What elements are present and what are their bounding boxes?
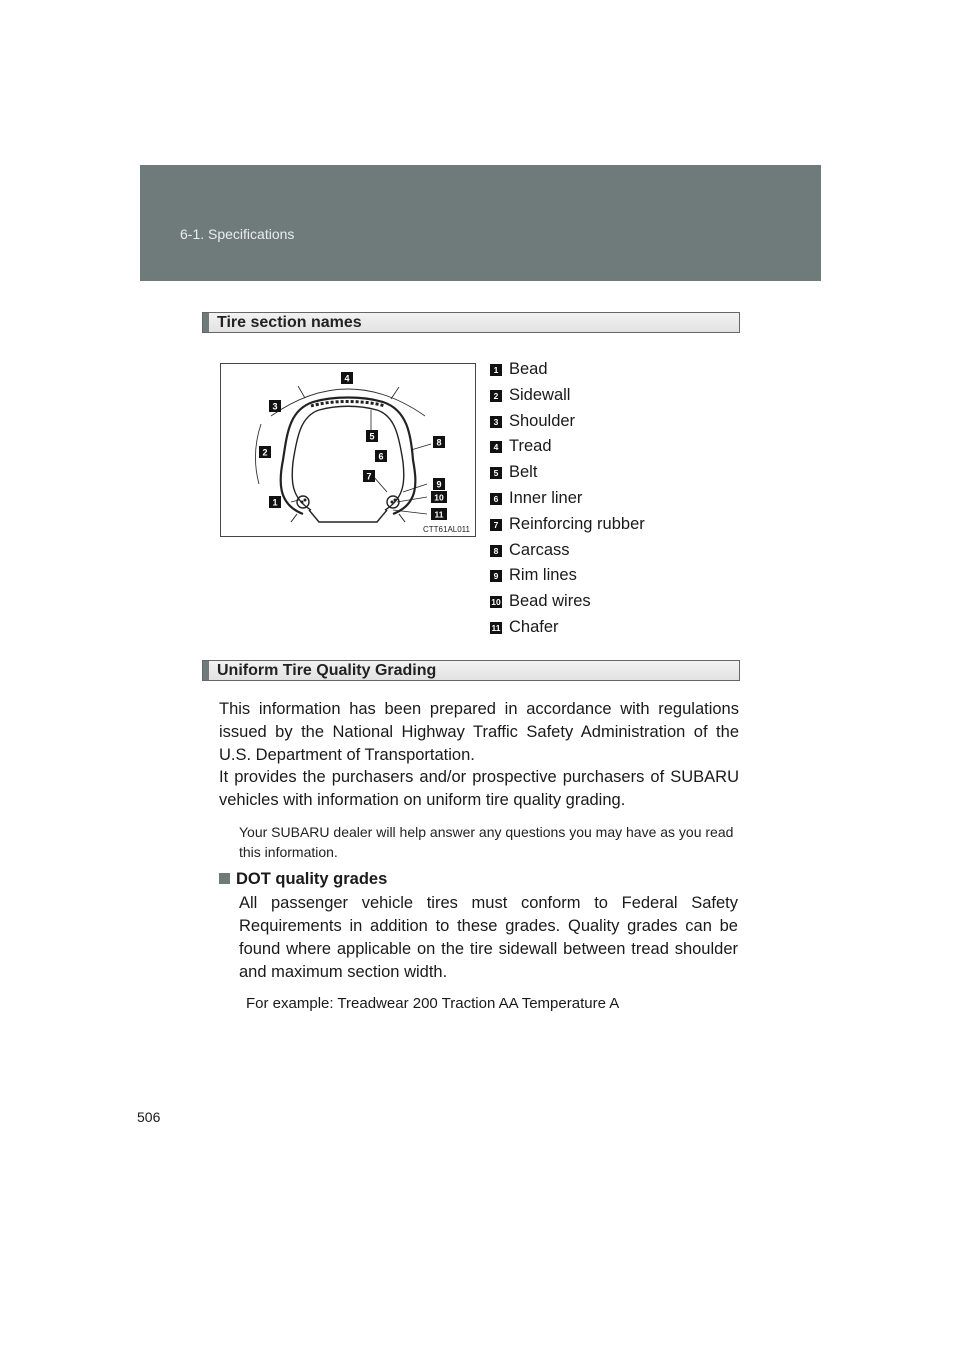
- legend-item: [490, 410, 730, 436]
- number-badge-icon: 3: [490, 416, 502, 428]
- square-bullet-icon: [219, 873, 230, 884]
- svg-text:10: 10: [434, 492, 444, 503]
- legend-item: [490, 590, 730, 616]
- number-badge-icon: 6: [490, 493, 502, 505]
- section-title: Tire section names: [217, 314, 362, 331]
- legend-item: [490, 435, 730, 461]
- legend-label: Carcass: [509, 540, 570, 559]
- number-badge-icon: 10: [491, 597, 501, 608]
- purchasers-paragraph: It provides the purchasers and/or prospective purchasers of SUBARU vehicles with information on uniform tire quality grading.: [219, 768, 739, 809]
- section-heading-tire-section-names: [202, 312, 740, 333]
- callout-6: [375, 450, 387, 462]
- legend-label: Belt: [509, 463, 538, 482]
- section-title: Uniform Tire Quality Grading: [217, 662, 437, 679]
- tire-diagram: [221, 364, 475, 536]
- callout-3: [269, 400, 281, 412]
- number-badge-icon: 9: [490, 570, 502, 582]
- callout-5: [366, 430, 378, 442]
- heading-accent-bar: [203, 313, 209, 332]
- svg-text:8: 8: [436, 437, 442, 448]
- legend-item: [490, 539, 730, 565]
- legend-item: [490, 564, 730, 590]
- legend-label: Reinforcing rubber: [509, 514, 645, 533]
- legend-item: [490, 461, 730, 487]
- svg-text:6: 6: [378, 451, 384, 462]
- tire-cross-section-figure: [220, 363, 476, 537]
- number-badge-icon: 4: [490, 441, 502, 453]
- legend-label: Bead wires: [509, 592, 591, 611]
- legend-item: [490, 384, 730, 410]
- svg-text:2: 2: [262, 447, 268, 458]
- subhead-text: DOT quality grades: [236, 870, 388, 888]
- legend-label: Inner liner: [509, 488, 583, 507]
- legend-item: [490, 513, 730, 539]
- legend-label: Tread: [509, 437, 552, 456]
- number-badge-icon: 8: [490, 545, 502, 557]
- dealer-note: Your SUBARU dealer will help answer any questions you may have as you read this information.: [239, 824, 734, 860]
- tire-parts-legend: [490, 358, 730, 642]
- intro-paragraph: This information has been prepared in accordance with regulations issued by the National Highway Traffic Safety Administration of the U.S. Department of Transportation.: [219, 700, 739, 764]
- svg-text:7: 7: [366, 471, 372, 482]
- callout-8: [433, 436, 445, 448]
- legend-label: Bead: [509, 360, 548, 378]
- svg-text:3: 3: [272, 401, 278, 412]
- callout-1: [269, 496, 281, 508]
- breadcrumb: 6-1. Specifications: [180, 226, 295, 242]
- callout-11: [431, 508, 447, 520]
- number-badge-icon: 5: [490, 467, 502, 479]
- legend-item: [490, 616, 730, 642]
- legend-item: [490, 358, 730, 384]
- svg-text:9: 9: [436, 479, 442, 490]
- page-number: 506: [137, 1109, 161, 1125]
- callout-9: [433, 478, 445, 490]
- legend-label: Shoulder: [509, 411, 576, 430]
- number-badge-icon: 7: [490, 519, 502, 531]
- number-badge-icon: 1: [490, 364, 502, 376]
- example-text: For example: Treadwear 200 Traction AA Temperature A: [246, 995, 620, 1012]
- number-badge-icon: 2: [490, 390, 502, 402]
- svg-text:11: 11: [434, 509, 444, 520]
- dot-quality-grades-heading: [219, 868, 387, 891]
- callout-2: [259, 446, 271, 458]
- heading-accent-bar: [203, 661, 209, 680]
- number-badge-icon: 11: [491, 622, 501, 633]
- callout-7: [363, 470, 375, 482]
- svg-text:1: 1: [272, 497, 278, 508]
- svg-text:5: 5: [369, 431, 375, 442]
- section-heading-utqg: [202, 660, 740, 681]
- legend-label: Chafer: [509, 617, 559, 636]
- callout-4: [341, 372, 353, 384]
- chapter-header-band: [140, 165, 821, 281]
- svg-text:4: 4: [344, 373, 350, 384]
- legend-item: [490, 487, 730, 513]
- dot-grades-paragraph: All passenger vehicle tires must conform to Federal Safety Requirements in addition to these grades. Quality grades can be found where applicable on the tire sidewall between tread shoulder and maximum section width.: [239, 894, 738, 981]
- legend-label: Sidewall: [509, 385, 571, 404]
- callout-10: [431, 491, 447, 503]
- legend-label: Rim lines: [509, 566, 577, 585]
- figure-code: CTT61AL011: [423, 525, 470, 534]
